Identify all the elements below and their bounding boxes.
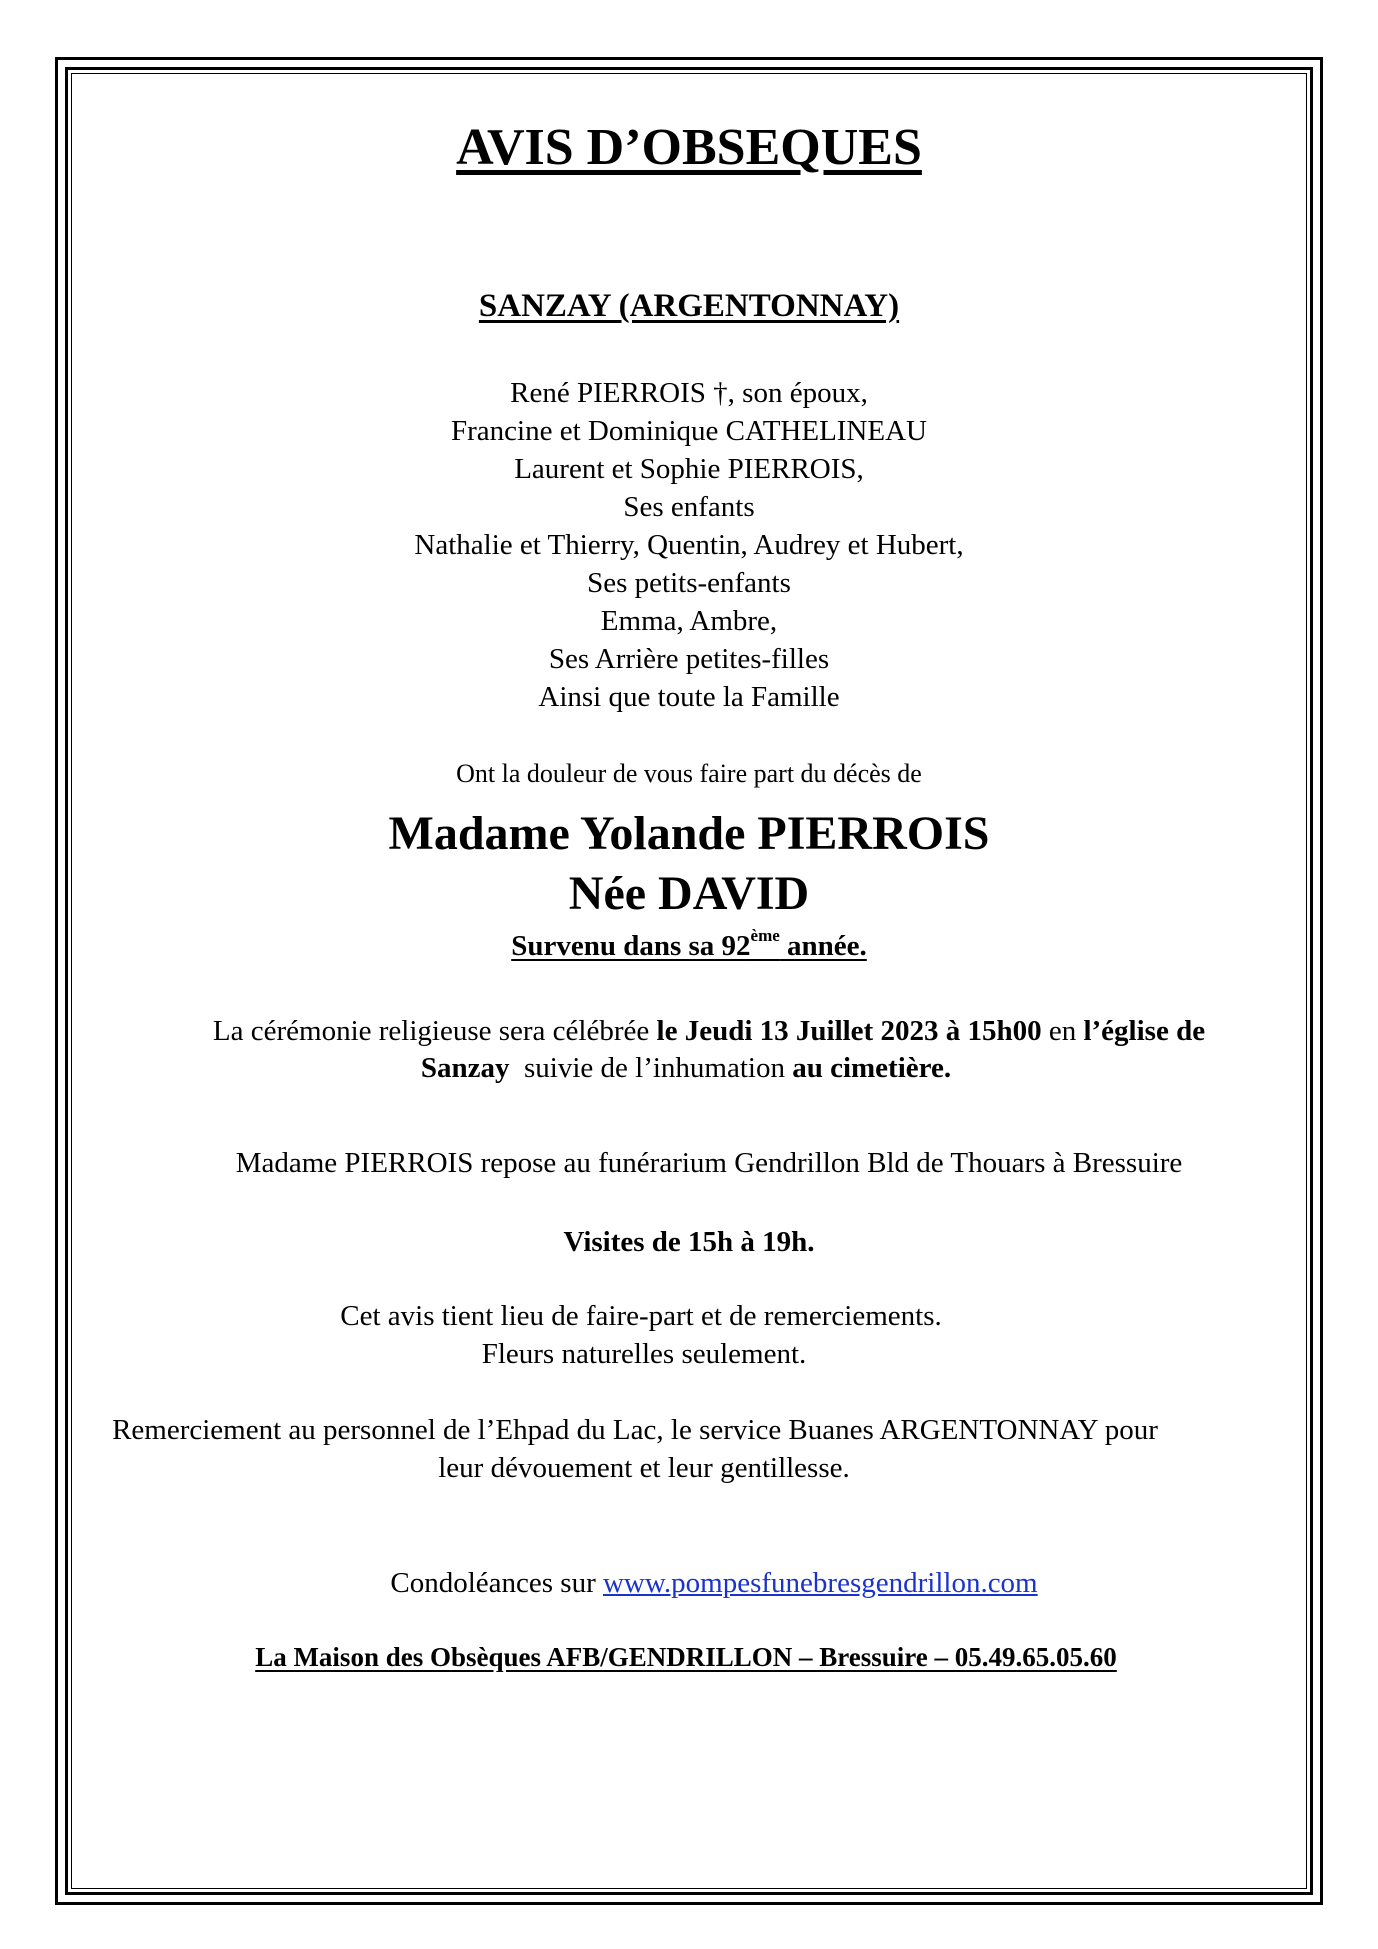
ceremony-burial: suivie de l’inhumation <box>509 1052 793 1084</box>
ceremony-line-1 <box>20 1015 1378 1048</box>
family-line: René PIERROIS †, son époux, <box>510 377 868 409</box>
family-line: Ses Arrière petites-filles <box>548 643 830 675</box>
family-line: Ses enfants <box>623 491 755 523</box>
family-line: Emma, Ambre, <box>600 605 778 637</box>
notice-location: SANZAY (ARGENTONNAY) <box>478 288 900 324</box>
ceremony-church: l’église de <box>1083 1015 1206 1047</box>
notice-note: Fleurs naturelles seulement. <box>481 1338 807 1370</box>
family-line: Ses petits-enfants <box>587 567 791 599</box>
family-line: Laurent et Sophie PIERROIS, <box>514 453 864 485</box>
notice-note: Cet avis tient lieu de faire-part et de remerciements. <box>340 1300 942 1332</box>
ceremony-cemetery: au cimetière. <box>792 1052 952 1084</box>
family-line: Nathalie et Thierry, Quentin, Audrey et Hubert, <box>414 529 964 561</box>
ceremony-intro: La cérémonie religieuse sera célébrée <box>212 1015 657 1047</box>
condolences-label: Condoléances sur <box>390 1567 603 1599</box>
footer-contact: La Maison des Obsèques AFB/GENDRILLON – Bressuire – 05.49.65.05.60 <box>255 1642 1117 1672</box>
family-line: Ainsi que toute la Famille <box>538 681 840 713</box>
thanks-line: leur dévouement et leur gentillesse. <box>438 1452 850 1484</box>
age-line <box>0 926 1378 963</box>
page-border-inner-thin <box>71 73 1307 1889</box>
thanks-line: Remerciement au personnel de l’Ehpad du Lac, le service Buanes ARGENTONNAY pour <box>112 1414 1158 1446</box>
announcement-text: Ont la douleur de vous faire part du décès de <box>456 759 922 788</box>
family-line: Francine et Dominique CATHELINEAU <box>451 415 927 447</box>
age-suffix: année. <box>779 930 867 962</box>
condolences-line <box>25 1567 1378 1600</box>
ceremony-church-town: Sanzay <box>420 1052 510 1084</box>
age-prefix: Survenu dans sa 92 <box>511 930 751 962</box>
birth-name: Née DAVID <box>568 867 810 920</box>
repose-text: Madame PIERROIS repose au funérarium Gendrillon Bld de Thouars à Bressuire <box>235 1147 1183 1179</box>
condolences-link[interactable]: www.pompesfunebresgendrillon.com <box>602 1567 1038 1599</box>
ceremony-en: en <box>1041 1015 1084 1047</box>
ceremony-date: le Jeudi 13 Juillet 2023 à 15h00 <box>656 1015 1042 1047</box>
age-superscript: ème <box>750 926 780 945</box>
visits-text: Visites de 15h à 19h. <box>563 1226 815 1258</box>
notice-title: AVIS D’OBSEQUES <box>456 119 922 176</box>
ceremony-line-2 <box>0 1052 1375 1085</box>
deceased-name: Madame Yolande PIERROIS <box>388 807 990 860</box>
